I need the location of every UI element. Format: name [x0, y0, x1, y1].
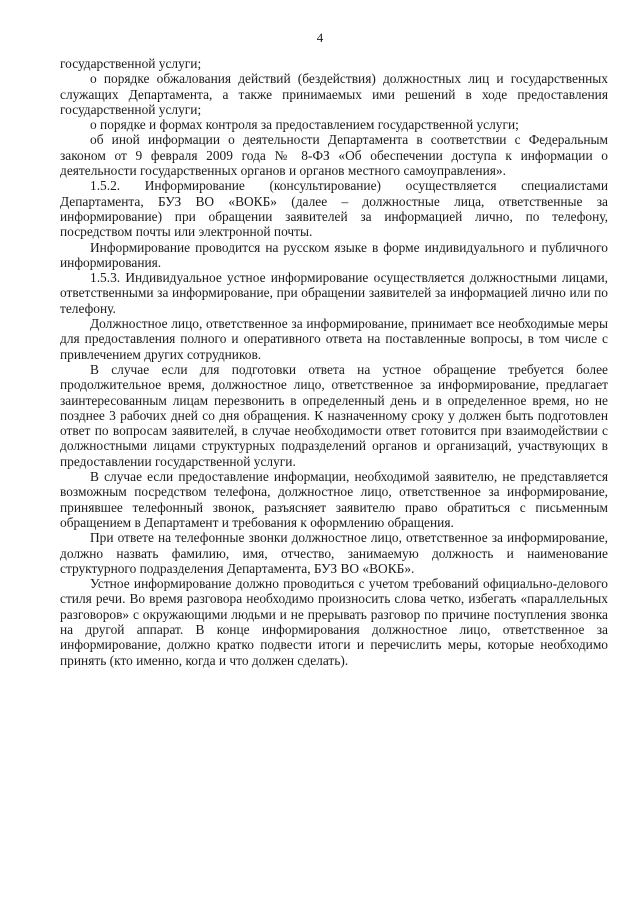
document-body — [60, 56, 608, 668]
paragraph: Устное информирование должно проводиться с учетом требований официально-делового стиля речи. Во время разговора необходимо произносить слова четко, избегать «параллельных разговоров» с окружающими людьми и не прерывать разговор по причине поступления звонка на другой аппарат. В конце информирования должностное лицо, ответственное за информирование, должно кратко подвести итоги и перечислить меры, которые необходимо принять (кто именно, когда и что должен сделать). — [60, 576, 608, 668]
paragraph: При ответе на телефонные звонки должностное лицо, ответственное за информирование, должно назвать фамилию, имя, отчество, занимаемую должность и наименование структурного подразделения Департамента, БУЗ ВО «ВОКБ». — [60, 530, 608, 576]
paragraph: 1.5.2. Информирование (консультирование) осуществляется специалистами Департамента, БУЗ ВО «ВОКБ» (далее – должностные лица, ответственные за информирование) при обращении заявителей за информацией лично, по телефону, посредством почты или электронной почты. — [60, 178, 608, 240]
paragraph-continuation: государственной услуги; — [60, 56, 202, 71]
paragraph: об иной информации о деятельности Департамента в соответствии с Федеральным законом от 9 февраля 2009 года № 8-ФЗ «Об обеспечении доступа к информации о деятельности государственных органов и органов местного самоуправления». — [60, 132, 608, 179]
paragraph: Должностное лицо, ответственное за информирование, принимает все необходимые меры для предоставления полного и оперативного ответа на поставленные вопросы, в том числе с привлечением других сотрудников. — [60, 316, 608, 362]
paragraph: В случае если для подготовки ответа на устное обращение требуется более продолжительное время, должностное лицо, ответственное за информирование, предлагает заинтересованным лицам перезвонить в определенный день и в определенное время, но не позднее 3 рабочих дней со дня обращения. К назначенному сроку у должен быть подготовлен ответ по вопросам заявителей, в случае необходимости ответ готовится при взаимодействии с должностными лицами структурных подразделений органов и организаций, участвующих в предоставлении государственной услуги. — [60, 361, 608, 469]
paragraph: В случае если предоставление информации, необходимой заявителю, не представляется возможным посредством телефона, должностное лицо, ответственное за информирование, принявшее телефонный звонок, разъясняет заявителю право обратиться с письменным обращением в Департамент и требования к оформлению обращения. — [60, 469, 608, 530]
paragraph: Информирование проводится на русском языке в форме индивидуального и публичного информирования. — [60, 239, 608, 270]
page-number: 4 — [316, 30, 324, 45]
paragraph: 1.5.3. Индивидуальное устное информирование осуществляется должностными лицами, ответственными за информирование, при обращении заявителей за информацией лично или по телефону. — [60, 270, 608, 316]
paragraph: о порядке обжалования действий (бездействия) должностных лиц и государственных служащих Департамента, а также принимаемых ими решений в ходе предоставления государственной услуги; — [60, 71, 608, 117]
paragraph: о порядке и формах контроля за предоставлением государственной услуги; — [90, 117, 519, 133]
